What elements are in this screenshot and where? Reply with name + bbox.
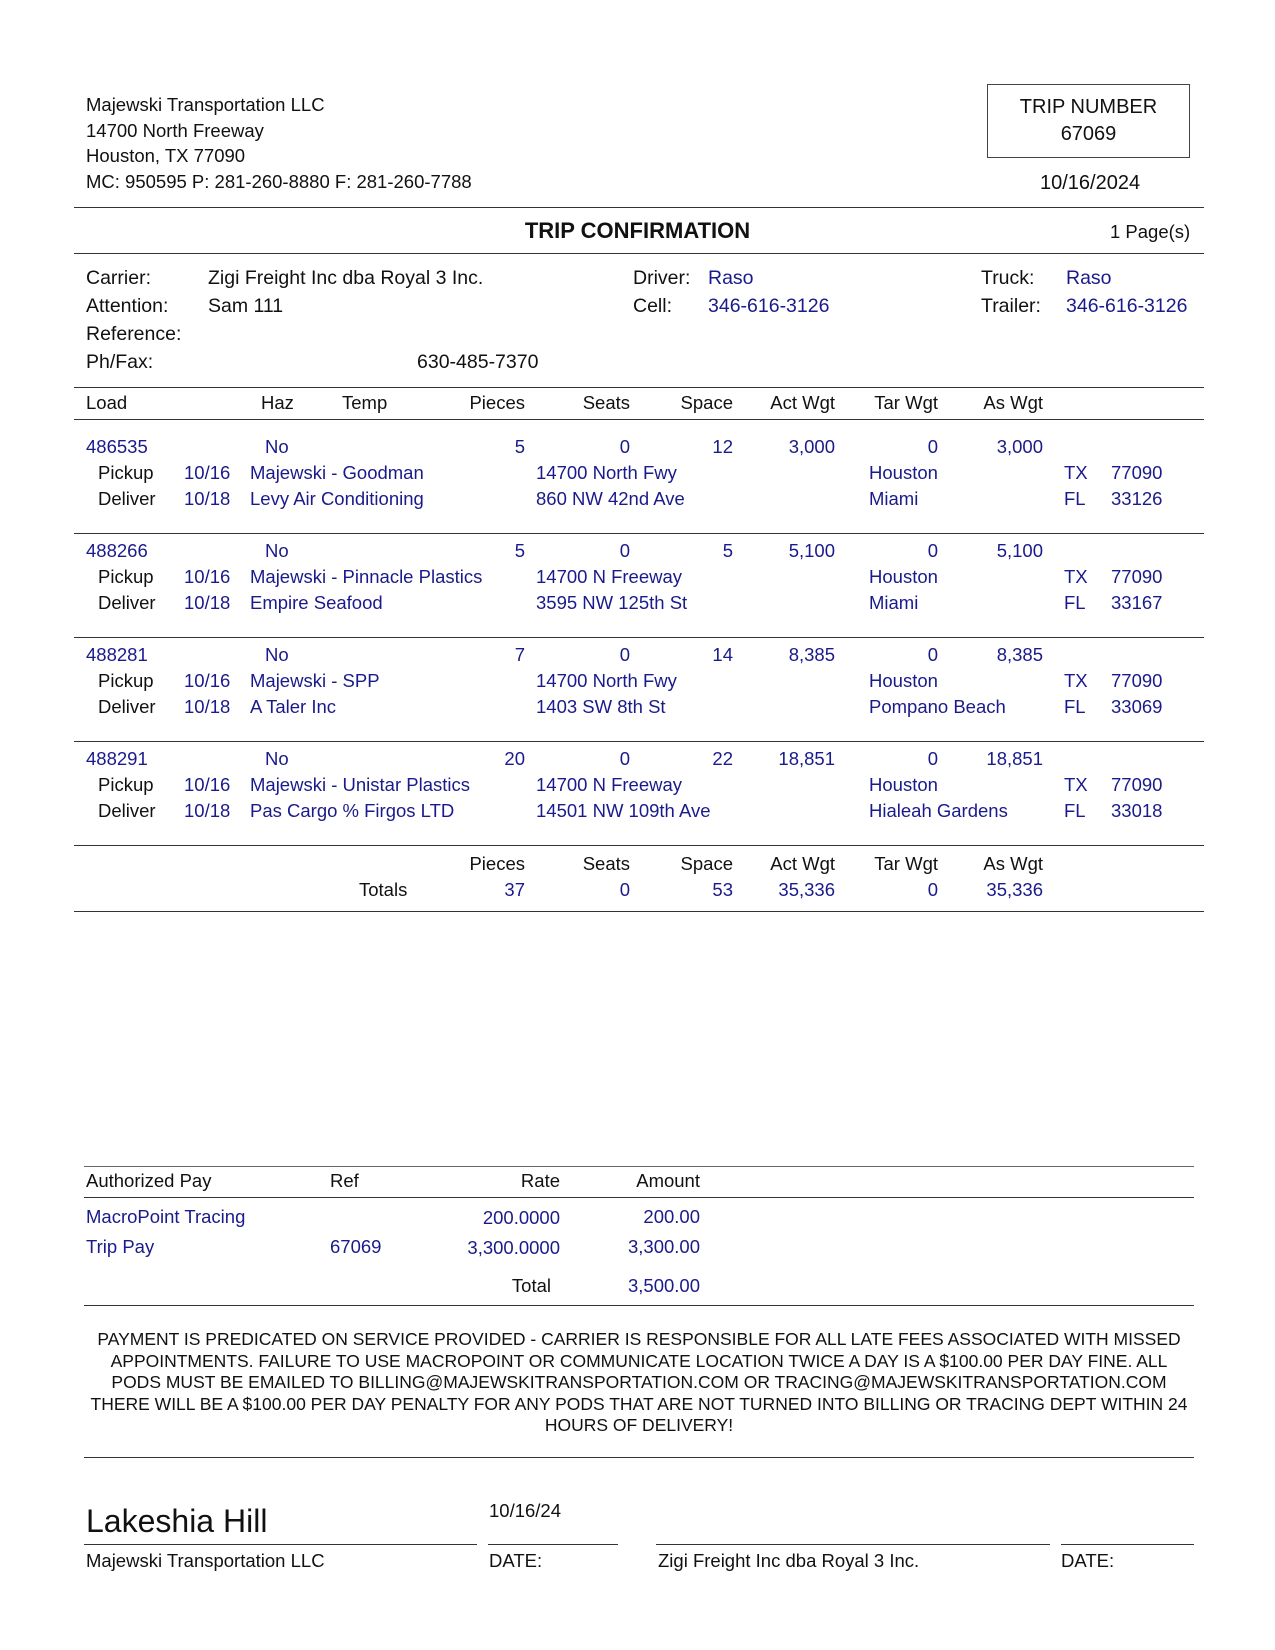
- col-seats: Seats: [582, 392, 630, 413]
- stop-type: Deliver: [98, 488, 156, 509]
- stop-address: 14700 North Fwy: [536, 670, 677, 691]
- stop-zip: 33018: [1111, 800, 1163, 821]
- load-tarwgt: 0: [927, 540, 938, 561]
- totals-header-seats: Seats: [582, 853, 630, 874]
- load-actwgt: 18,851: [778, 748, 835, 769]
- cell-label: Cell:: [633, 295, 673, 317]
- pay-amount: 200.00: [643, 1206, 700, 1227]
- stop-name: A Taler Inc: [250, 696, 337, 717]
- stop-city: Miami: [869, 592, 919, 613]
- load-actwgt: 5,100: [788, 540, 835, 561]
- totals-seats: 0: [619, 879, 630, 900]
- stop-address: 860 NW 42nd Ave: [536, 488, 685, 509]
- col-pieces: Pieces: [469, 392, 525, 413]
- page-count: 1 Page(s): [1110, 221, 1191, 242]
- totals-aswgt: 35,336: [986, 879, 1043, 900]
- load-pieces: 20: [504, 748, 525, 769]
- stop-city: Houston: [869, 774, 938, 795]
- divider: [74, 533, 1204, 534]
- stop-state: TX: [1064, 774, 1088, 795]
- reference-label: Reference:: [86, 323, 182, 345]
- totals-header-actwgt: Act Wgt: [770, 853, 835, 874]
- stop-name: Levy Air Conditioning: [250, 488, 424, 509]
- stop-state: FL: [1064, 488, 1086, 509]
- right-date-label: DATE:: [1061, 1550, 1115, 1571]
- totals-tarwgt: 0: [927, 879, 938, 900]
- stop-city: Pompano Beach: [869, 696, 1006, 717]
- company-address-block: [86, 92, 472, 194]
- load-haz: No: [265, 748, 289, 769]
- totals-pieces: 37: [504, 879, 525, 900]
- totals-header-space: Space: [680, 853, 733, 874]
- pay-amount: 3,300.00: [627, 1236, 700, 1257]
- load-aswgt: 5,100: [996, 540, 1043, 561]
- stop-zip: 77090: [1111, 774, 1163, 795]
- right-signatory-company: Zigi Freight Inc dba Royal 3 Inc.: [658, 1550, 920, 1571]
- pay-total-label: Total: [511, 1275, 551, 1296]
- trip-date: 10/16/2024: [1040, 172, 1141, 194]
- stop-state: TX: [1064, 566, 1088, 587]
- col-load: Load: [86, 392, 128, 413]
- load-id: 488266: [86, 540, 148, 561]
- stop-city: Houston: [869, 670, 938, 691]
- divider: [74, 387, 1204, 388]
- pay-item: MacroPoint Tracing: [86, 1206, 246, 1227]
- stop-address: 14700 N Freeway: [536, 774, 683, 795]
- load-seats: 0: [619, 644, 630, 665]
- load-aswgt: 8,385: [996, 644, 1043, 665]
- trip-number: 67069: [1060, 123, 1117, 145]
- load-space: 22: [712, 748, 733, 769]
- left-signatory-company: Majewski Transportation LLC: [86, 1550, 325, 1571]
- load-tarwgt: 0: [927, 436, 938, 457]
- truck-label: Truck:: [981, 267, 1035, 289]
- company-contact: MC: 950595 P: 281-260-8880 F: 281-260-7788: [86, 170, 472, 192]
- stop-date: 10/16: [184, 774, 231, 795]
- signature: Lakeshia Hill: [86, 1503, 268, 1539]
- load-space: 14: [712, 644, 733, 665]
- divider: [74, 911, 1204, 912]
- driver-value: Raso: [708, 267, 754, 289]
- col-aswgt: As Wgt: [983, 392, 1043, 413]
- date-line: [488, 1544, 618, 1545]
- load-pieces: 5: [514, 540, 525, 561]
- stop-state: TX: [1064, 670, 1088, 691]
- stop-zip: 77090: [1111, 462, 1163, 483]
- date-line: [1061, 1544, 1194, 1545]
- notice-paragraph: THERE WILL BE A $100.00 PER DAY PENALTY FOR ANY PODS THAT ARE NOT TURNED INTO BILLING OR TRACING DEPT WITHIN 24 HOURS OF DELIVERY!: [90, 1393, 1188, 1435]
- totals-header-tarwgt: Tar Wgt: [874, 853, 938, 874]
- divider: [84, 1197, 1194, 1198]
- stop-zip: 33126: [1111, 488, 1163, 509]
- pay-item: Trip Pay: [86, 1236, 155, 1257]
- stop-date: 10/16: [184, 566, 231, 587]
- stop-name: Empire Seafood: [250, 592, 383, 613]
- pay-header-ref: Ref: [330, 1170, 359, 1191]
- stop-type: Pickup: [98, 462, 154, 483]
- col-actwgt: Act Wgt: [770, 392, 835, 413]
- divider: [84, 1305, 1194, 1306]
- divider: [74, 845, 1204, 846]
- stop-type: Pickup: [98, 774, 154, 795]
- col-tarwgt: Tar Wgt: [874, 392, 938, 413]
- stop-zip: 33167: [1111, 592, 1163, 613]
- stop-state: FL: [1064, 800, 1086, 821]
- carrier-name: Zigi Freight Inc dba Royal 3 Inc.: [208, 267, 484, 289]
- stop-city: Houston: [869, 462, 938, 483]
- stop-address: 3595 NW 125th St: [536, 592, 688, 613]
- load-id: 488291: [86, 748, 148, 769]
- page-title: TRIP CONFIRMATION: [524, 218, 751, 243]
- stop-name: Majewski - Pinnacle Plastics: [250, 566, 483, 587]
- load-pieces: 5: [514, 436, 525, 457]
- trailer-value: 346-616-3126: [1066, 295, 1188, 317]
- attention-label: Attention:: [86, 295, 169, 317]
- stop-zip: 33069: [1111, 696, 1163, 717]
- pay-header-item: Authorized Pay: [86, 1170, 212, 1191]
- load-space: 5: [722, 540, 733, 561]
- pay-rate: 200.0000: [482, 1207, 560, 1228]
- stop-state: TX: [1064, 462, 1088, 483]
- pay-rate: 3,300.0000: [467, 1237, 560, 1258]
- stop-type: Pickup: [98, 566, 154, 587]
- stop-state: FL: [1064, 592, 1086, 613]
- divider: [74, 253, 1204, 254]
- load-tarwgt: 0: [927, 748, 938, 769]
- left-date-label: DATE:: [489, 1550, 543, 1571]
- stop-date: 10/18: [184, 696, 231, 717]
- totals-header-aswgt: As Wgt: [983, 853, 1043, 874]
- load-id: 488281: [86, 644, 148, 665]
- load-aswgt: 3,000: [996, 436, 1043, 457]
- stop-name: Pas Cargo % Firgos LTD: [250, 800, 455, 821]
- stop-date: 10/18: [184, 800, 231, 821]
- stop-city: Houston: [869, 566, 938, 587]
- load-haz: No: [265, 644, 289, 665]
- driver-label: Driver:: [633, 267, 691, 289]
- load-haz: No: [265, 436, 289, 457]
- stop-type: Deliver: [98, 592, 156, 613]
- phfax-value: 630-485-7370: [417, 351, 539, 373]
- stop-address: 14700 North Fwy: [536, 462, 677, 483]
- load-actwgt: 3,000: [788, 436, 835, 457]
- totals-header-pieces: Pieces: [469, 853, 525, 874]
- pay-total: 3,500.00: [627, 1275, 700, 1296]
- notice-paragraph: PAYMENT IS PREDICATED ON SERVICE PROVIDED - CARRIER IS RESPONSIBLE FOR ALL LATE FEES ASSOCIATED WITH MISSED APPOINTMENTS. FAILURE TO USE MACROPOINT OR COMMUNICATE LOCATION TWICE A DAY IS A $100.00 PER DAY FINE. ALL PODS MUST BE EMAILED TO BILLING@MAJEWSKITRANSPORTATION.COM OR TRACING@MAJEWSKITRANSPORTATION.COM: [97, 1329, 1181, 1392]
- pay-ref: 67069: [330, 1236, 382, 1257]
- stop-city: Hialeah Gardens: [869, 800, 1008, 821]
- company-address-line1: 14700 North Freeway: [86, 119, 264, 141]
- trailer-label: Trailer:: [981, 295, 1041, 317]
- load-seats: 0: [619, 436, 630, 457]
- load-id: 486535: [86, 436, 148, 457]
- stop-city: Miami: [869, 488, 919, 509]
- col-haz: Haz: [261, 392, 294, 413]
- stop-type: Deliver: [98, 696, 156, 717]
- divider: [84, 1457, 1194, 1458]
- load-seats: 0: [619, 540, 630, 561]
- company-address-line2: Houston, TX 77090: [86, 145, 246, 166]
- stop-type: Deliver: [98, 800, 156, 821]
- phfax-label: Ph/Fax:: [86, 351, 154, 373]
- load-haz: No: [265, 540, 289, 561]
- payment-terms-notice: [84, 1329, 1194, 1437]
- divider: [74, 207, 1204, 208]
- col-temp: Temp: [342, 392, 388, 413]
- stop-date: 10/18: [184, 592, 231, 613]
- trip-number-box: [987, 84, 1190, 158]
- divider: [74, 741, 1204, 742]
- attention-value: Sam 111: [208, 295, 284, 317]
- signed-date: 10/16/24: [489, 1500, 562, 1521]
- stop-name: Majewski - Unistar Plastics: [250, 774, 470, 795]
- totals-label: Totals: [359, 879, 408, 900]
- stop-address: 14700 N Freeway: [536, 566, 683, 587]
- pay-header-rate: Rate: [520, 1170, 560, 1191]
- stop-zip: 77090: [1111, 670, 1163, 691]
- divider: [74, 637, 1204, 638]
- carrier-label: Carrier:: [86, 267, 152, 289]
- stop-address: 14501 NW 109th Ave: [536, 800, 711, 821]
- load-aswgt: 18,851: [986, 748, 1043, 769]
- stop-name: Majewski - Goodman: [250, 462, 424, 483]
- load-actwgt: 8,385: [788, 644, 835, 665]
- stop-date: 10/16: [184, 462, 231, 483]
- load-seats: 0: [619, 748, 630, 769]
- totals-space: 53: [712, 879, 733, 900]
- load-tarwgt: 0: [927, 644, 938, 665]
- divider: [74, 419, 1204, 420]
- stop-address: 1403 SW 8th St: [536, 696, 666, 717]
- cell-value: 346-616-3126: [708, 295, 830, 317]
- trip-number-label: TRIP NUMBER: [1019, 96, 1158, 118]
- company-name: Majewski Transportation LLC: [86, 94, 325, 115]
- load-pieces: 7: [514, 644, 525, 665]
- totals-actwgt: 35,336: [778, 879, 835, 900]
- col-space: Space: [680, 392, 733, 413]
- stop-zip: 77090: [1111, 566, 1163, 587]
- load-space: 12: [712, 436, 733, 457]
- stop-type: Pickup: [98, 670, 154, 691]
- stop-date: 10/18: [184, 488, 231, 509]
- signature-line: [84, 1544, 477, 1545]
- stop-name: Majewski - SPP: [250, 670, 380, 691]
- truck-value: Raso: [1066, 267, 1112, 289]
- divider: [84, 1166, 1194, 1167]
- stop-state: FL: [1064, 696, 1086, 717]
- pay-header-amount: Amount: [636, 1170, 700, 1191]
- signature-line: [656, 1544, 1050, 1545]
- stop-date: 10/16: [184, 670, 231, 691]
